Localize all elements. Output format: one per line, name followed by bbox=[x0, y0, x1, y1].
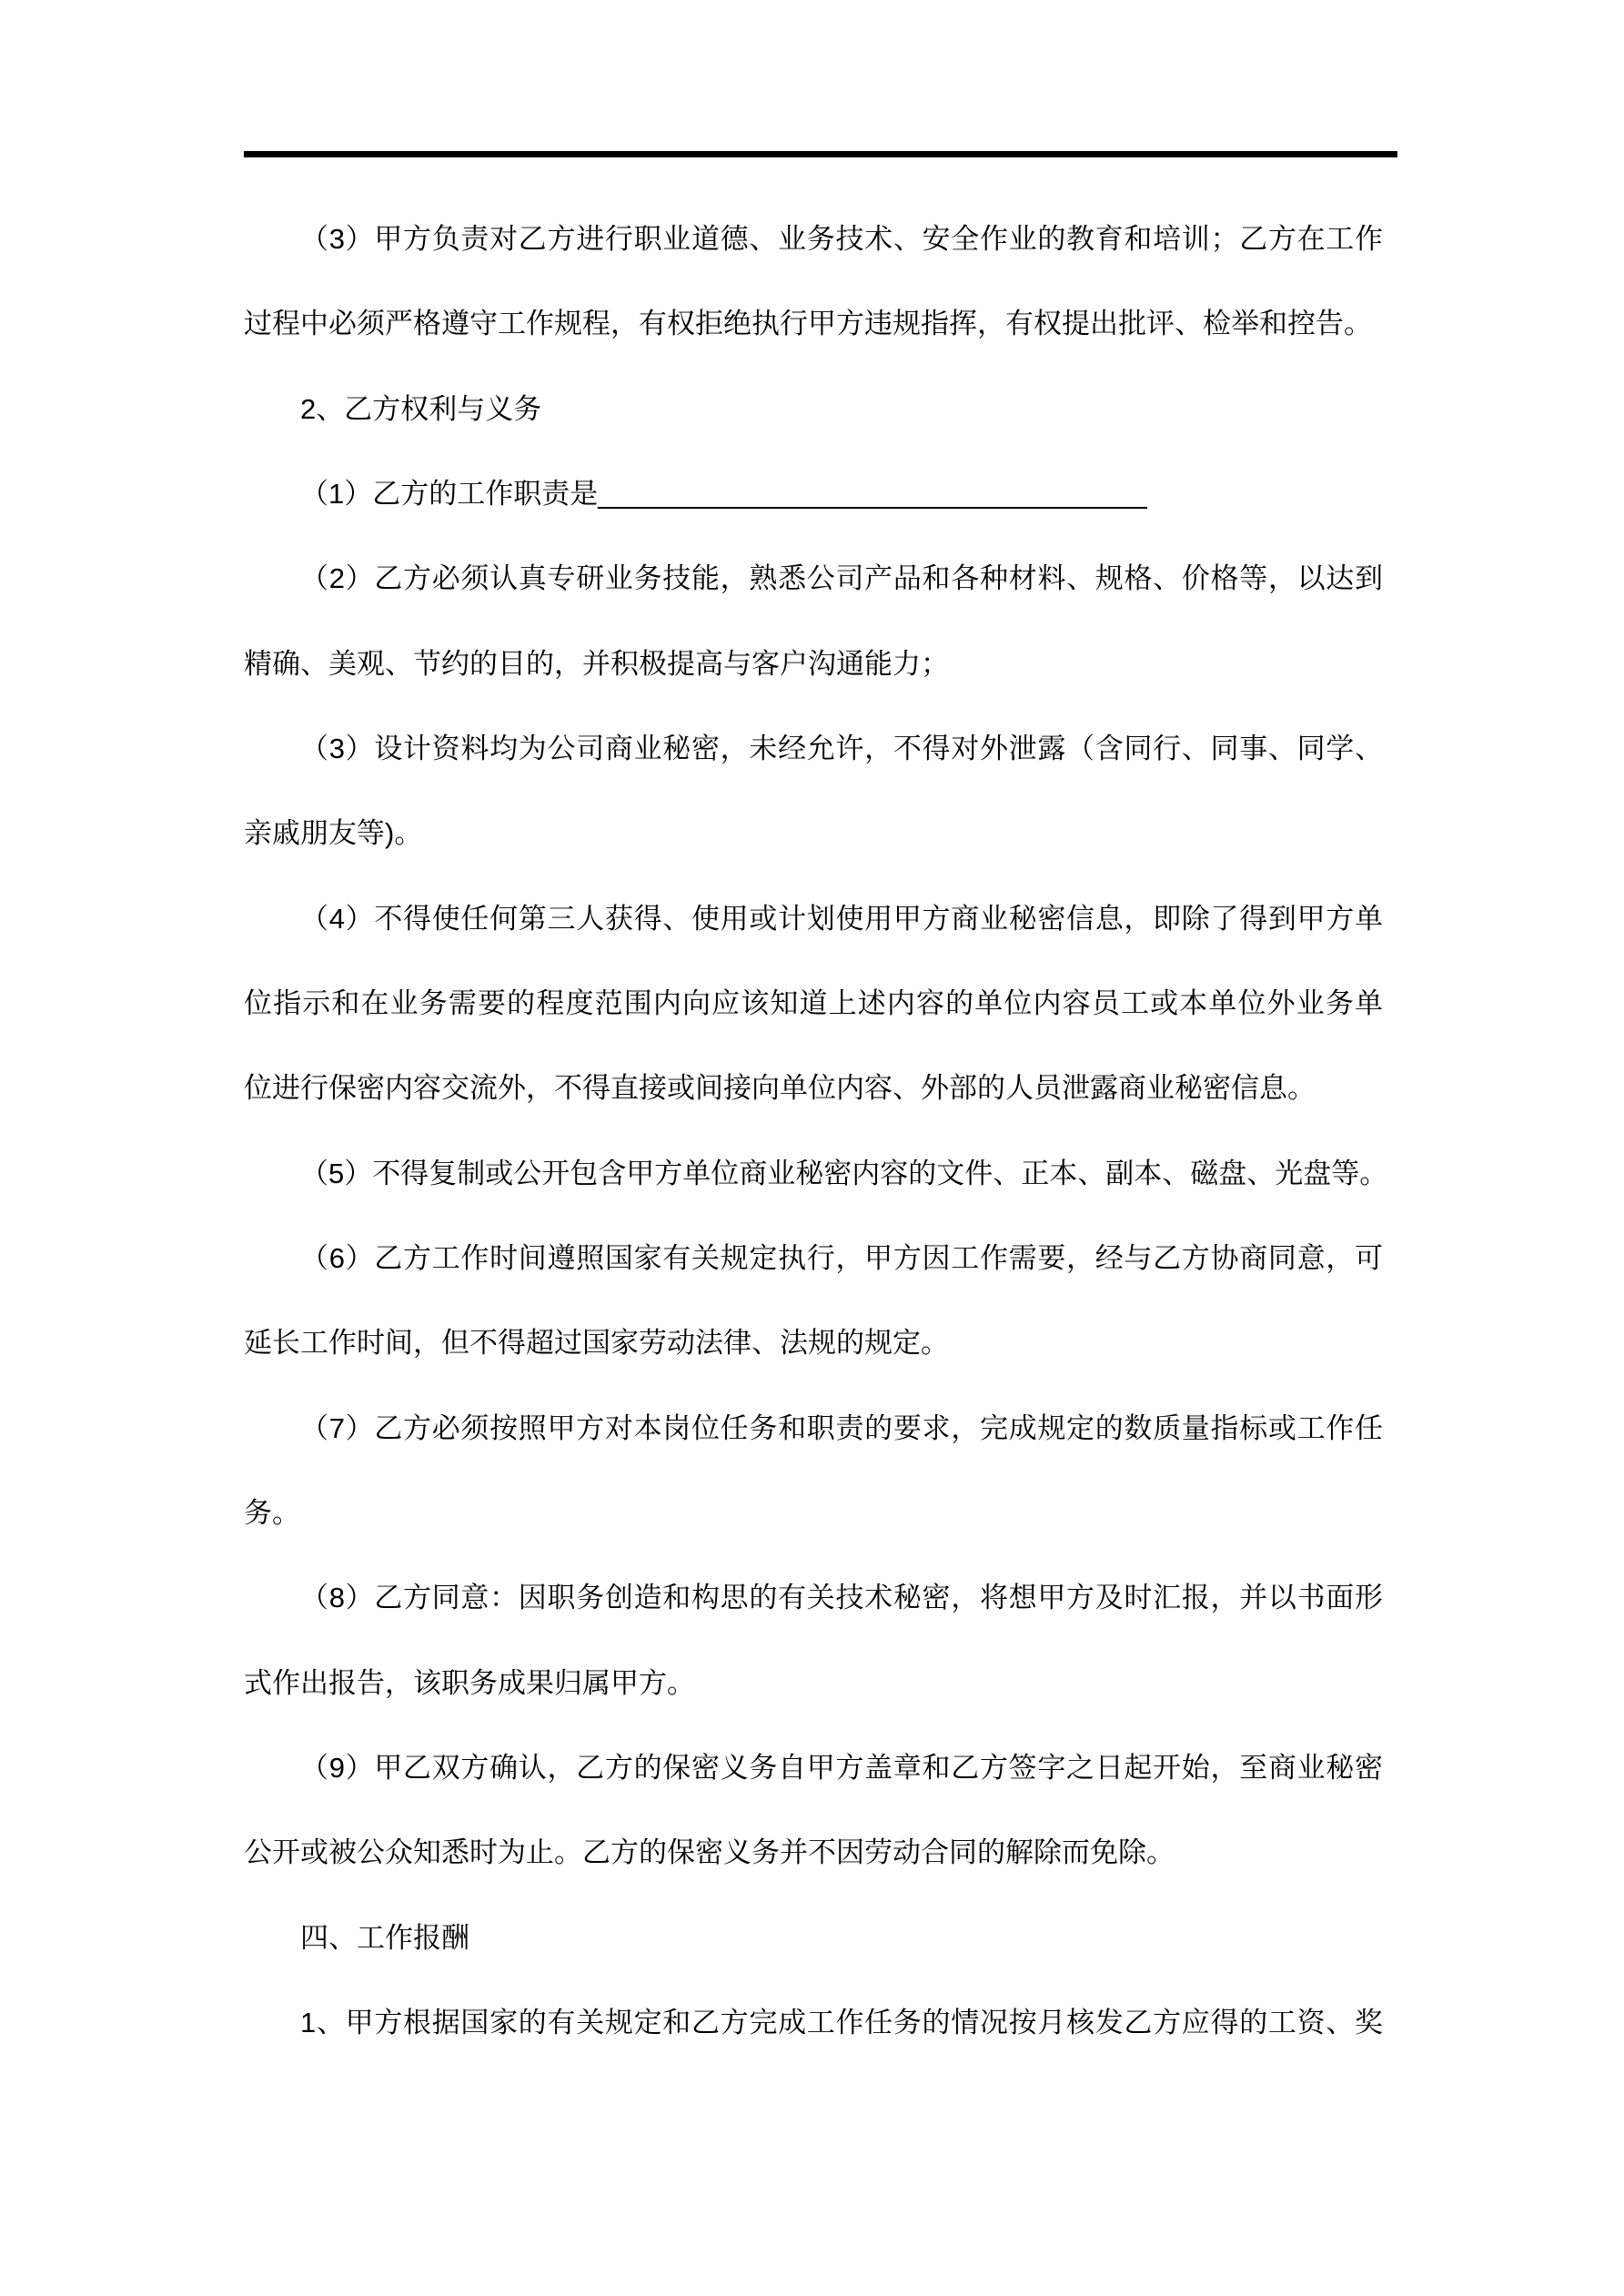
clause-b-3-design-secrets bbox=[244, 706, 1383, 876]
clause-salary-line-1: 1、甲方根据国家的有关规定和乙方完成工作任务的情况按月核发乙方应得的工资、奖 bbox=[300, 2006, 1383, 2038]
clause-b-4-third-party bbox=[244, 876, 1383, 1131]
clause-b-8-tech-secrets-line-1: （8）乙方同意：因职务创造和构思的有关技术秘密，将想甲方及时汇报，并以书面形 bbox=[300, 1582, 1383, 1614]
clause-b-1-duties-line-1: （1）乙方的工作职责是___________________________________ bbox=[300, 477, 1147, 510]
clause-b-6-working-hours bbox=[244, 1216, 1383, 1386]
clause-b-4-third-party-line-3: 位进行保密内容交流外，不得直接或间接向单位内容、外部的人员泄露商业秘密信息。 bbox=[244, 1072, 1316, 1105]
clause-b-3-design-secrets-line-2: 亲戚朋友等)。 bbox=[244, 817, 423, 850]
clause-b-9-confidential-term-line-1: （9）甲乙双方确认，乙方的保密义务自甲方盖章和乙方签字之日起开始，至商业秘密 bbox=[300, 1751, 1383, 1784]
clause-party-a-3-line-1: （3）甲方负责对乙方进行职业道德、业务技术、安全作业的教育和培训；乙方在工作 bbox=[300, 223, 1383, 255]
clause-b-4-third-party-line-1: （4）不得使任何第三人获得、使用或计划使用甲方商业秘密信息，即除了得到甲方单 bbox=[300, 902, 1383, 935]
clause-b-7-quota-line-1: （7）乙方必须按照甲方对本岗位任务和职责的要求，完成规定的数质量指标或工作任 bbox=[300, 1411, 1383, 1444]
clause-party-a-3 bbox=[244, 197, 1383, 367]
clause-b-8-tech-secrets bbox=[244, 1555, 1383, 1725]
clause-b-4-third-party-line-2: 位指示和在业务需要的程度范围内向应该知道上述内容的单位内容员工或本单位外业务单 bbox=[244, 986, 1383, 1019]
clause-b-8-tech-secrets-line-2: 式作出报告，该职务成果归属甲方。 bbox=[244, 1666, 695, 1699]
heading-remuneration bbox=[244, 1896, 1383, 1980]
clause-b-3-design-secrets-line-1: （3）设计资料均为公司商业秘密，未经允许，不得对外泄露（含同行、同事、同学、 bbox=[300, 732, 1383, 764]
clause-b-2-skills-line-2: 精确、美观、节约的目的，并积极提高与客户沟通能力； bbox=[244, 647, 949, 680]
clause-b-1-duties bbox=[244, 451, 1383, 536]
clause-b-6-working-hours-line-1: （6）乙方工作时间遵照国家有关规定执行，甲方因工作需要，经与乙方协商同意，可 bbox=[300, 1241, 1383, 1274]
clause-b-9-confidential-term-line-2: 公开或被公众知悉时为止。乙方的保密义务并不因劳动合同的解除而免除。 bbox=[244, 1836, 1175, 1869]
clause-b-7-quota-line-2: 务。 bbox=[244, 1496, 300, 1529]
clause-b-5-no-copy bbox=[244, 1131, 1388, 1216]
contract-body bbox=[244, 197, 1388, 2065]
clause-b-2-skills bbox=[244, 536, 1383, 706]
clause-b-5-no-copy-line-1: （5）不得复制或公开包含甲方单位商业秘密内容的文件、正本、副本、磁盘、光盘等。 bbox=[300, 1157, 1388, 1189]
clause-b-6-working-hours-line-2: 延长工作时间，但不得超过国家劳动法律、法规的规定。 bbox=[244, 1327, 949, 1360]
clause-b-2-skills-line-1: （2）乙方必须认真专研业务技能，熟悉公司产品和各种材料、规格、价格等，以达到 bbox=[300, 562, 1383, 595]
heading-remuneration-line-1: 四、工作报酬 bbox=[300, 1921, 469, 1954]
heading-party-b-rights-line-1: 2、乙方权利与义务 bbox=[300, 392, 542, 425]
header-rule bbox=[244, 151, 1397, 157]
clause-b-9-confidential-term bbox=[244, 1725, 1383, 1896]
clause-party-a-3-line-2: 过程中必须严格遵守工作规程，有权拒绝执行甲方违规指挥，有权提出批评、检举和控告。 bbox=[244, 308, 1372, 340]
heading-party-b-rights bbox=[244, 367, 1383, 451]
clause-b-7-quota bbox=[244, 1386, 1383, 1556]
clause-salary bbox=[244, 1980, 1383, 2065]
